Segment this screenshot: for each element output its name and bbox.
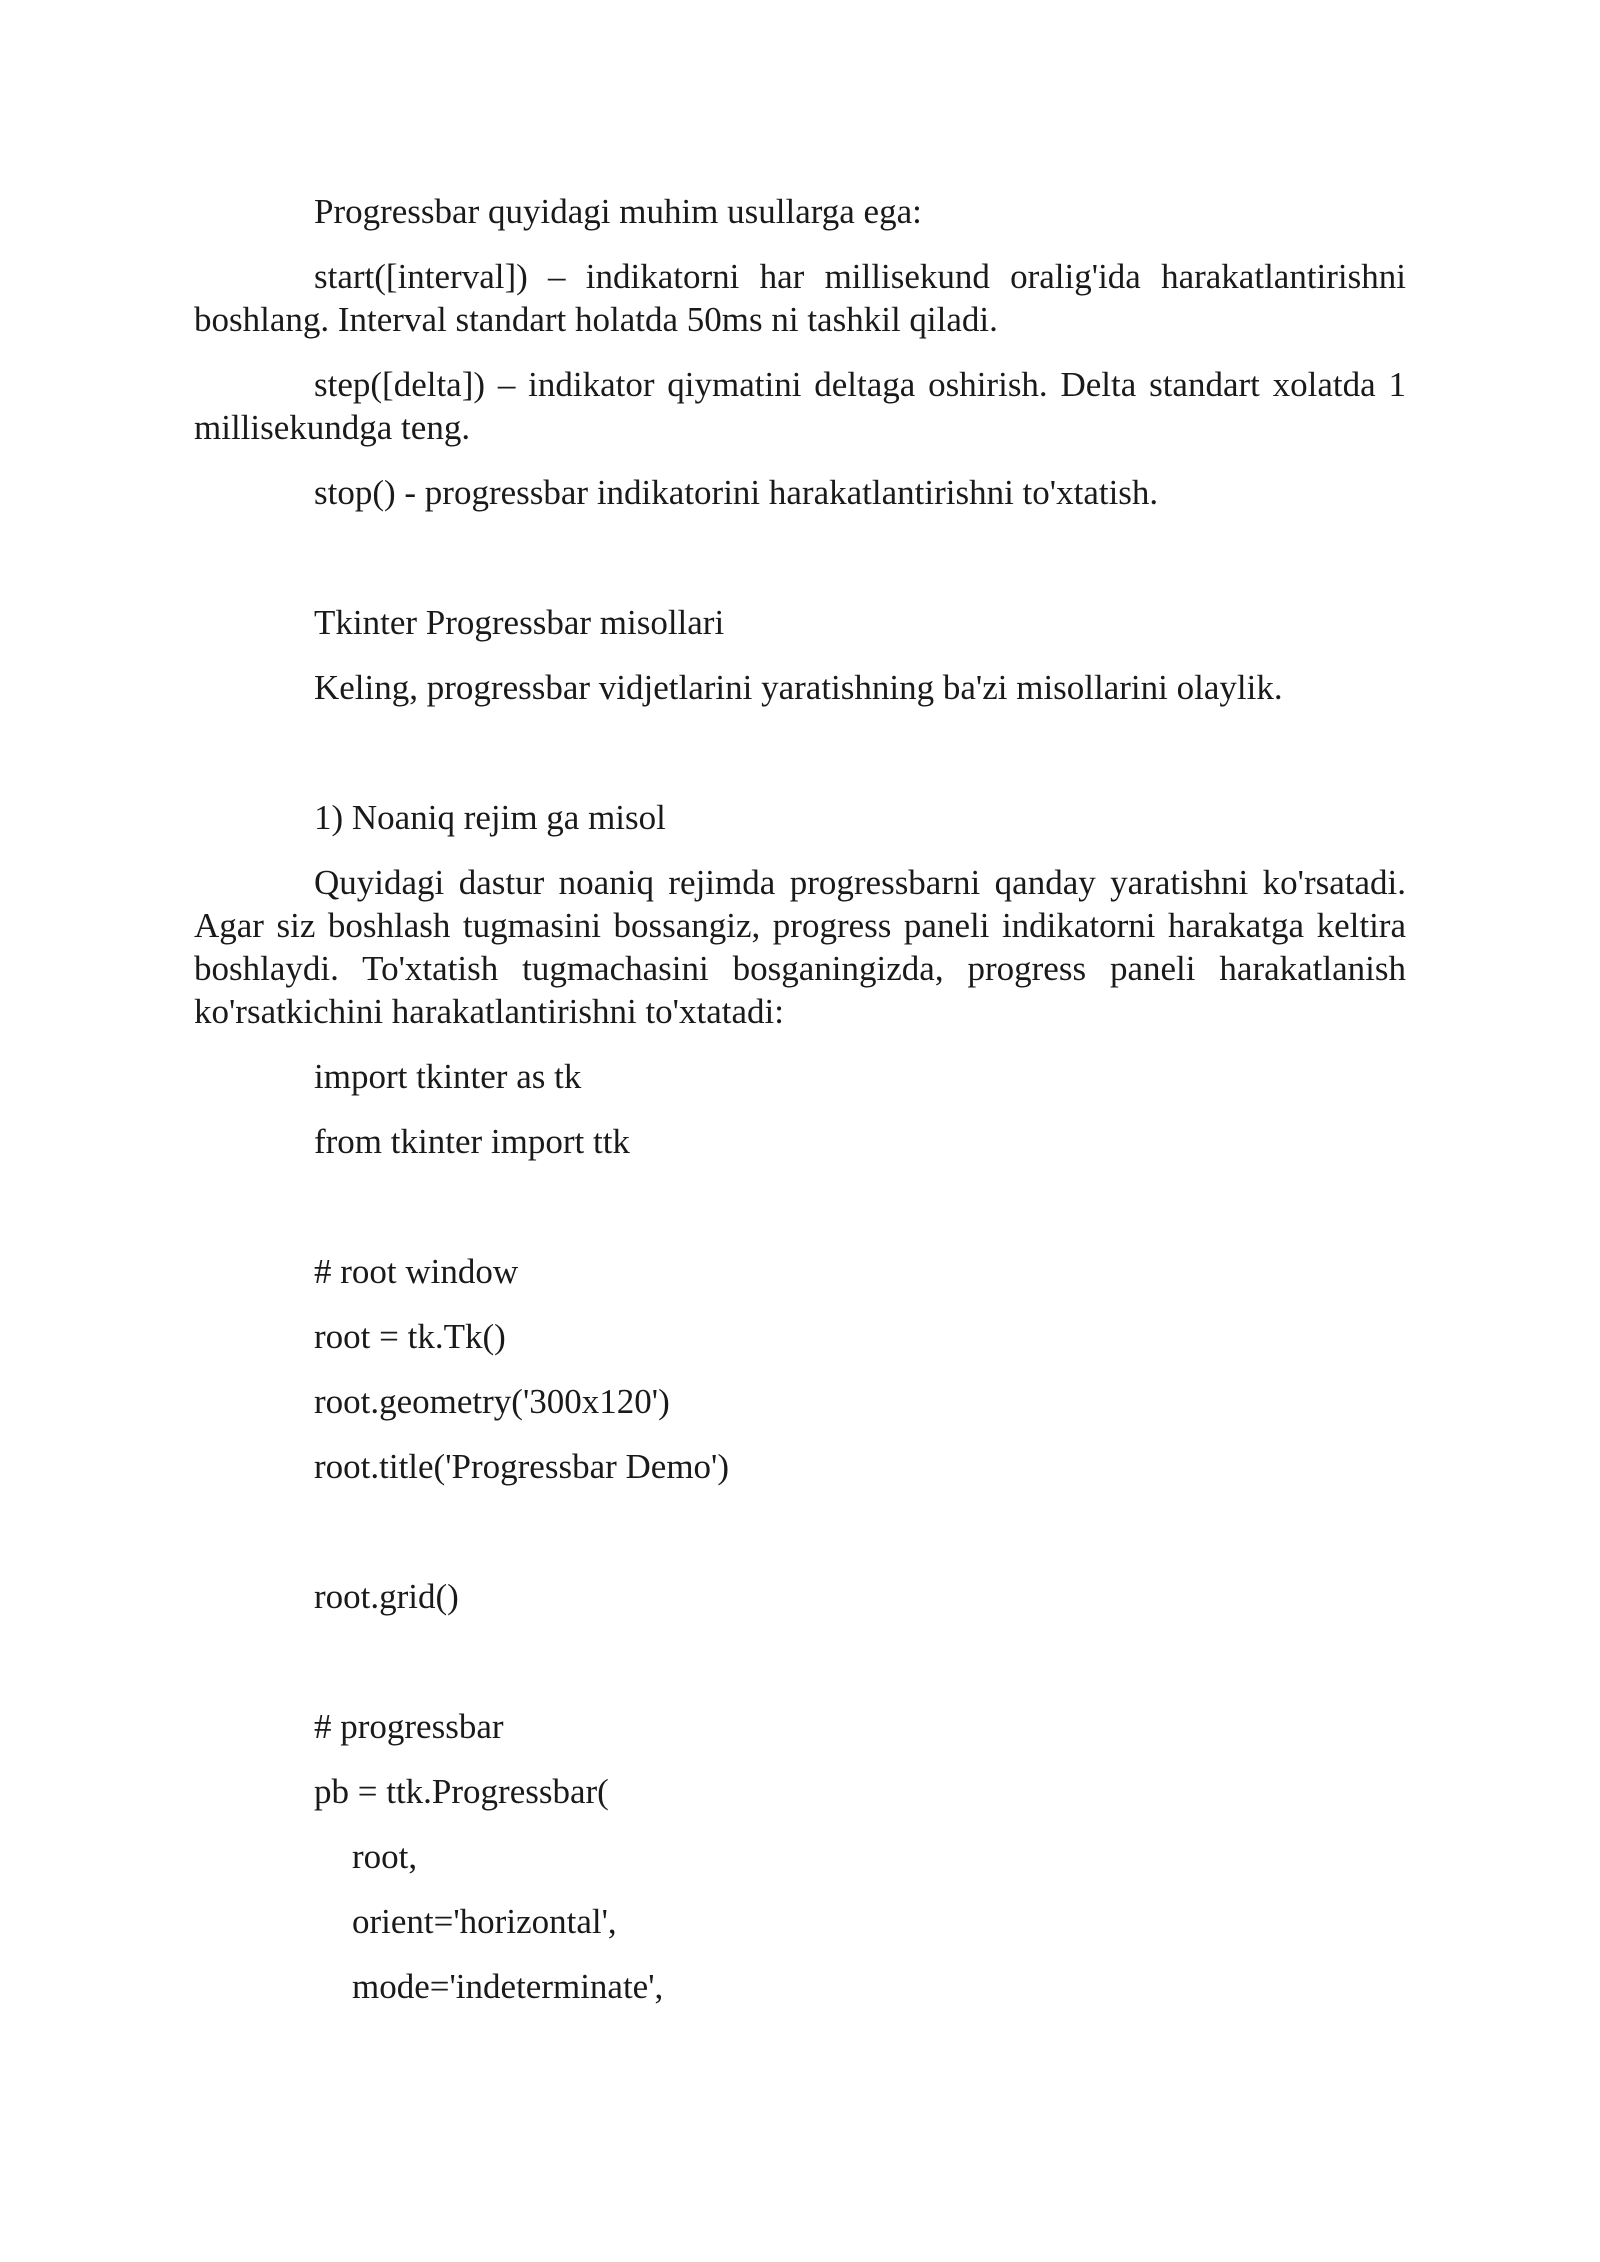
methods-intro: Progressbar quyidagi muhim usullarga ega: [314, 192, 922, 231]
code-line: orient='horizontal', [352, 1902, 617, 1941]
example-1-description: Quyidagi dastur noaniq rejimda progressbarni qanday yaratishni ko'rsatadi. Agar siz boshlash tugmasini bossangiz, progress paneli indikatorni harakatga keltira boshlaydi. To'xtatish tugmachasini bosganingizda, progress paneli harakatlanish ko'rsatkichini harakatlantirishni to'xtatadi: [194, 863, 1406, 1031]
code-line: root, [352, 1837, 418, 1876]
examples-intro: Keling, progressbar vidjetlarini yaratishning ba'zi misollarini olaylik. [314, 668, 1283, 707]
spacer [194, 731, 1406, 796]
spacer [194, 536, 1406, 601]
code-line: root.title('Progressbar Demo') [314, 1447, 730, 1486]
code-line: root = tk.Tk() [314, 1317, 506, 1356]
code-comment: # root window [314, 1252, 519, 1291]
stop-method-description: stop() - progressbar indikatorini harakatlantirishni to'xtatish. [314, 473, 1159, 512]
spacer [194, 1640, 1406, 1705]
step-method-description: step([delta]) – indikator qiymatini deltaga oshirish. Delta standart xolatda 1 millisekundga teng. [194, 365, 1406, 447]
code-comment: # progressbar [314, 1707, 504, 1746]
code-line: import tkinter as tk [314, 1057, 582, 1096]
code-line: root.grid() [314, 1577, 459, 1616]
code-line: root.geometry('300x120') [314, 1382, 670, 1421]
code-line: pb = ttk.Progressbar( [314, 1772, 609, 1811]
code-line: from tkinter import ttk [314, 1122, 630, 1161]
example-1-heading: 1) Noaniq rejim ga misol [314, 798, 666, 837]
spacer [194, 1185, 1406, 1250]
code-line: mode='indeterminate', [352, 1967, 664, 2006]
section-heading-examples: Tkinter Progressbar misollari [314, 603, 725, 642]
start-method-description: start([interval]) – indikatorni har millisekund oralig'ida harakatlantirishni boshlang. Interval standart holatda 50ms ni tashkil qiladi. [194, 257, 1406, 339]
document-body [194, 190, 1406, 2030]
spacer [194, 1510, 1406, 1575]
